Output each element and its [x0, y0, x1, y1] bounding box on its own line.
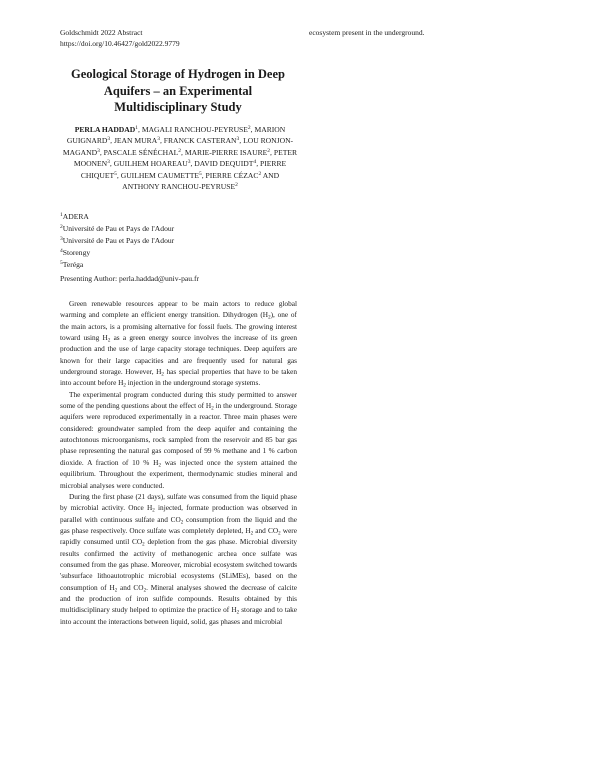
author-name: PERLA HADDAD [74, 125, 136, 134]
author-affiliation-marker: 3 [236, 136, 240, 143]
abstract-paragraph: During the first phase (21 days), sulfate was consumed from the liquid phase by microbial activity. Once $H_2$ injected, formate production was observed in parallel with continuous sulfate and $CO_2$ consumption from the liquid and the gas phase respectively. Once sulfate was completely depleted, $H_2$ and $CO_2$ were rapidly consumed until $CO_2$ depletion from the gas phase. Microbial diversity results confirmed the activity of methanogenic archea once sulfate was consumed from the gas phase. Moreover, microbial ecosystem switched towards 'subsurface lithoautotrophic microbial ecosystems (SLiMEs), based on the consumption of $H_2$ and $CO_2$. Mineral analyses showed the decrease of calcite and the production of iron sulfide compounds. Results obtained by this multidisciplinary study helped to optimize the practice of $H_2$ storage and to take into account the interactions between liquid, solid, gas phases and microbial [60, 491, 297, 626]
author-name: LOU RONJON-MAGAND [62, 136, 294, 157]
author-separator: , [138, 125, 142, 134]
author-affiliation-marker: 5 [198, 170, 202, 177]
author-affiliation-marker: 4 [253, 159, 257, 166]
author-affiliation-marker: 2 [235, 182, 238, 189]
author-separator: , [99, 147, 104, 157]
author-separator: , [250, 125, 255, 134]
author-name: PIERRE CÉZAC [205, 170, 259, 180]
doi-link[interactable]: https://doi.org/10.46427/gold2022.9779 [60, 39, 180, 48]
author-name: PASCALE SÉNÉCHAL [103, 147, 179, 157]
author-name: JEAN MURA [113, 136, 158, 146]
author-separator: AND [261, 170, 280, 180]
author-affiliation-marker: 2 [247, 125, 251, 131]
affiliation-list [60, 211, 300, 271]
author-name: PIERRE CHIQUET [80, 159, 287, 180]
author-affiliation-marker: 3 [97, 147, 100, 154]
affiliation-number: 1 [60, 212, 63, 218]
abstract-paragraph: Green renewable resources appear to be main actors to reduce global warming and complete an efficient energy transition. Dihydrogen $(H_2)$, one of the main actors, is a promising alternative for fossil fuels. The growing interest toward using $H_2$ as a green energy source involves the increase of its green production and the use of large capacity storage techniques. Deep aquifers are known for their large capacities and are frequently used for natural gas underground storage. However, $H_2$ has special properties that have to be taken into account before $H_2$ injection in the underground storage systems. [60, 299, 297, 389]
affiliation-item [60, 223, 300, 235]
author-affiliation-marker: 2 [178, 147, 182, 154]
affiliation-number: 5 [60, 260, 63, 266]
author-name: GUILHEM HOAREAU [113, 159, 188, 169]
author-name: MARIE-PIERRE ISAURE [184, 147, 268, 157]
author-separator: , [109, 159, 114, 169]
author-separator: , [201, 170, 206, 180]
author-affiliation-marker: 3 [157, 136, 160, 143]
abstract-body [60, 298, 297, 627]
author-separator: , [159, 136, 164, 146]
author-name: FRANCK CASTERAN [163, 136, 237, 146]
affiliation-number: 3 [60, 236, 63, 242]
affiliation-item [60, 235, 300, 247]
presenting-author: Presenting Author: perla.haddad@univ-pau.fr [60, 274, 200, 283]
author-separator: , [116, 170, 121, 180]
column-two-continuation: ecosystem present in the underground. [309, 28, 425, 37]
author-name: GUILHEM CAUMETTE [120, 170, 199, 180]
affiliation-number: 2 [60, 224, 63, 230]
author-affiliation-marker: 3 [107, 159, 110, 166]
author-separator: , [190, 159, 195, 169]
author-separator: , [181, 147, 185, 157]
affiliation-name: Storengy [62, 248, 91, 257]
author-name: ANTHONY RANCHOU-PEYRUSE [122, 182, 236, 192]
author-affiliation-marker: 3 [187, 159, 191, 166]
author-separator: , [270, 147, 274, 157]
affiliation-name: Université de Pau et Pays de l'Adour [62, 224, 175, 233]
author-affiliation-marker: 3 [107, 136, 111, 143]
abstract-header [60, 27, 300, 49]
affiliation-item [60, 259, 300, 271]
affiliation-name: Université de Pau et Pays de l'Adour [62, 236, 175, 245]
affiliation-name: Teréga [62, 260, 84, 269]
author-affiliation-marker: 2 [258, 170, 262, 177]
author-name: MAGALI RANCHOU-PEYRUSE [141, 125, 248, 134]
author-affiliation-marker: 2 [267, 147, 271, 154]
affiliation-name: ADERA [62, 212, 89, 221]
author-affiliation-marker: 1 [135, 125, 139, 131]
author-name: PETER MOONEN [73, 147, 298, 169]
affiliation-item [60, 247, 300, 259]
affiliation-number: 4 [60, 248, 63, 254]
author-affiliation-marker: 5 [114, 170, 117, 177]
author-separator: , [256, 159, 260, 169]
author-name: DAVID DEQUIDT [194, 159, 254, 169]
author-separator: , [239, 136, 244, 146]
affiliations-block [60, 211, 300, 285]
affiliation-item [60, 211, 300, 223]
author-name: MARION GUIGNARD [66, 125, 286, 146]
abstract-paragraph: The experimental program conducted during this study permitted to answer some of the pending questions about the effect of $H_2$ in the underground. Storage aquifers were reproduced experimentally in a reactor. Three main phases were considered: groundwater sampled from the deep aquifer and containing the autochtonous microorganisms, rock sampled from the reservoir and 85 bar gas phase representing the natural gas composed of 99 % methane and 1 % carbon dioxide. A fraction of 10 % $H_2$ was injected once the system attained the equilibrium. Throughout the experiment, thermodynamic studies mineral and microbial analyses were conducted. [60, 389, 297, 490]
conference-label: Goldschmidt 2022 Abstract [60, 28, 143, 37]
author-separator: , [110, 136, 114, 146]
paper-title: Geological Storage of Hydrogen in Deep Aquifers – an Experimental Multidisciplinary Study [71, 67, 285, 114]
author-list [62, 124, 298, 192]
